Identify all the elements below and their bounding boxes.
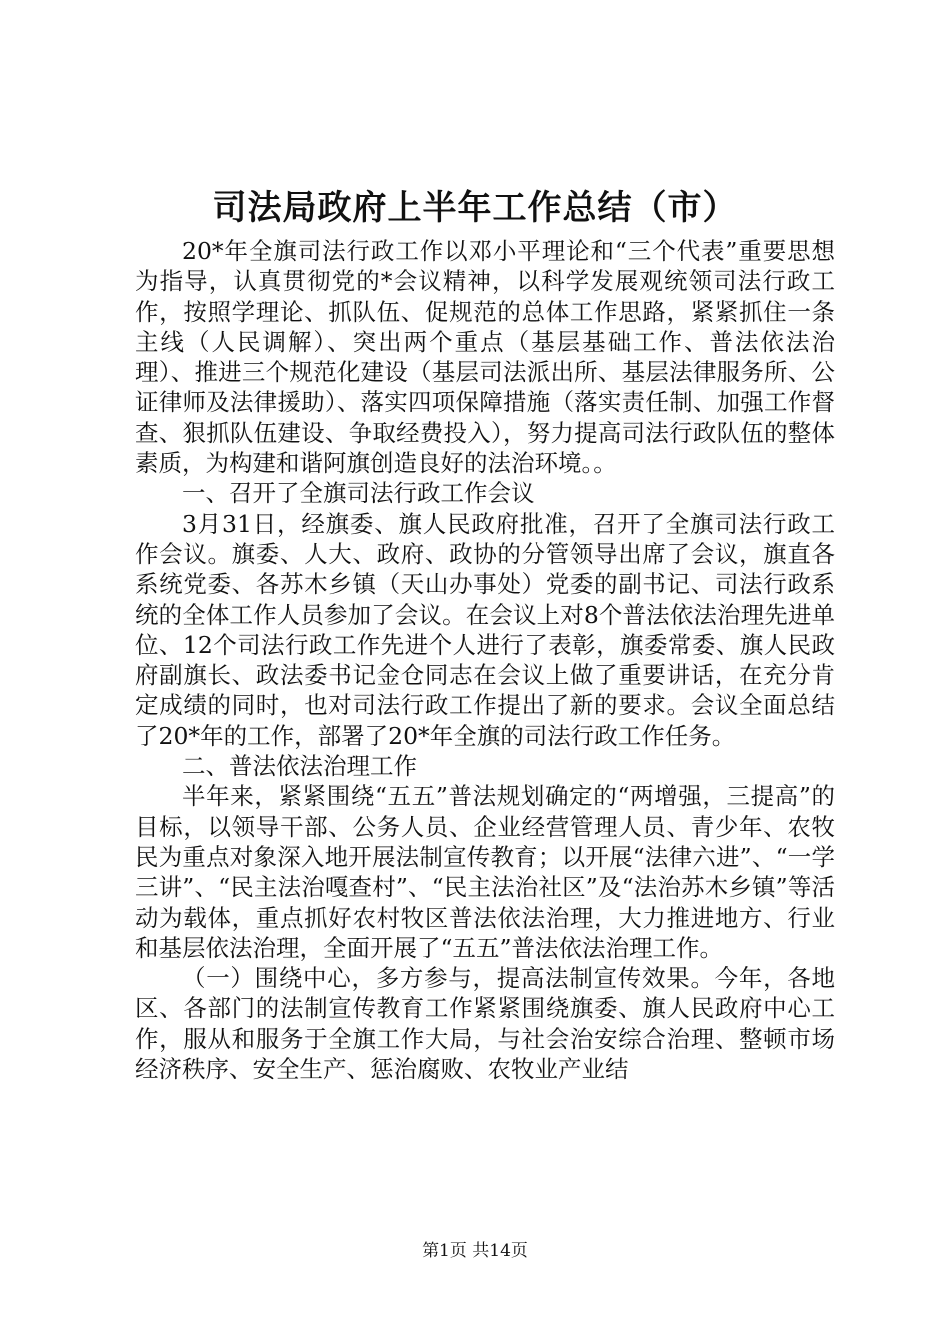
section-heading-1: 一、召开了全旗司法行政工作会议 [182,479,535,508]
section-2-paragraph: 半年来，紧紧围绕“五五”普法规划确定的“两增强，三提高”的目标，以领导干部、公务人员、企业经营管理人员、青少年、农牧民为重点对象深入地开展法制宣传教育；以开展“法律六进”、“一学三讲”、“民主法治嘎查村”、“民主法治社区”及“法治苏木乡镇”等活动为载体，重点抓好农村牧区普法依法治理，大力推进地方、行业和基层依法治理，全面开展了“五五”普法依法治理工作。 [135,782,835,962]
intro-paragraph: 20*年全旗司法行政工作以邓小平理论和“三个代表”重要思想为指导，认真贯彻党的*会议精神，以科学发展观统领司法行政工作，按照学理论、抓队伍、促规范的总体工作思路，紧紧抓住一条主线（人民调解）、突出两个重点（基层基础工作、普法依法治理）、推进三个规范化建设（基层司法派出所、基层法律服务所、公证律师及法律援助）、落实四项保障措施（落实责任制、加强工作督查、狠抓队伍建设、争取经费投入），努力提高司法行政队伍的整体素质，为构建和谐阿旗创造良好的法治环境。。 [135,237,835,478]
section-1-paragraph: 3月31日，经旗委、旗人民政府批准，召开了全旗司法行政工作会议。旗委、人大、政府、政协的分管领导出席了会议，旗直各系统党委、各苏木乡镇（天山办事处）党委的副书记、司法行政系统的全体工作人员参加了会议。在会议上对8个普法依法治理先进单位、12个司法行政工作先进个人进行了表彰，旗委常委、旗人民政府副旗长、政法委书记金仓同志在会议上做了重要讲话，在充分肯定成绩的同时，也对司法行政工作提出了新的要求。会议全面总结了20*年的工作，部署了20*年全旗的司法行政工作任务。 [135,509,835,750]
subsection-1-paragraph: （一）围绕中心，多方参与，提高法制宣传效果。今年，各地区、各部门的法制宣传教育工作紧紧围绕旗委、旗人民政府中心工作，服从和服务于全旗工作大局，与社会治安综合治理、整顿市场经济秩序、安全生产、惩治腐败、农牧业产业结 [135,964,835,1084]
page-footer: 第1页 共14页 [422,1241,528,1261]
document-title: 司法局政府上半年工作总结（市） [212,188,738,228]
document-body [135,236,835,1084]
section-heading-2: 二、普法依法治理工作 [182,752,417,781]
